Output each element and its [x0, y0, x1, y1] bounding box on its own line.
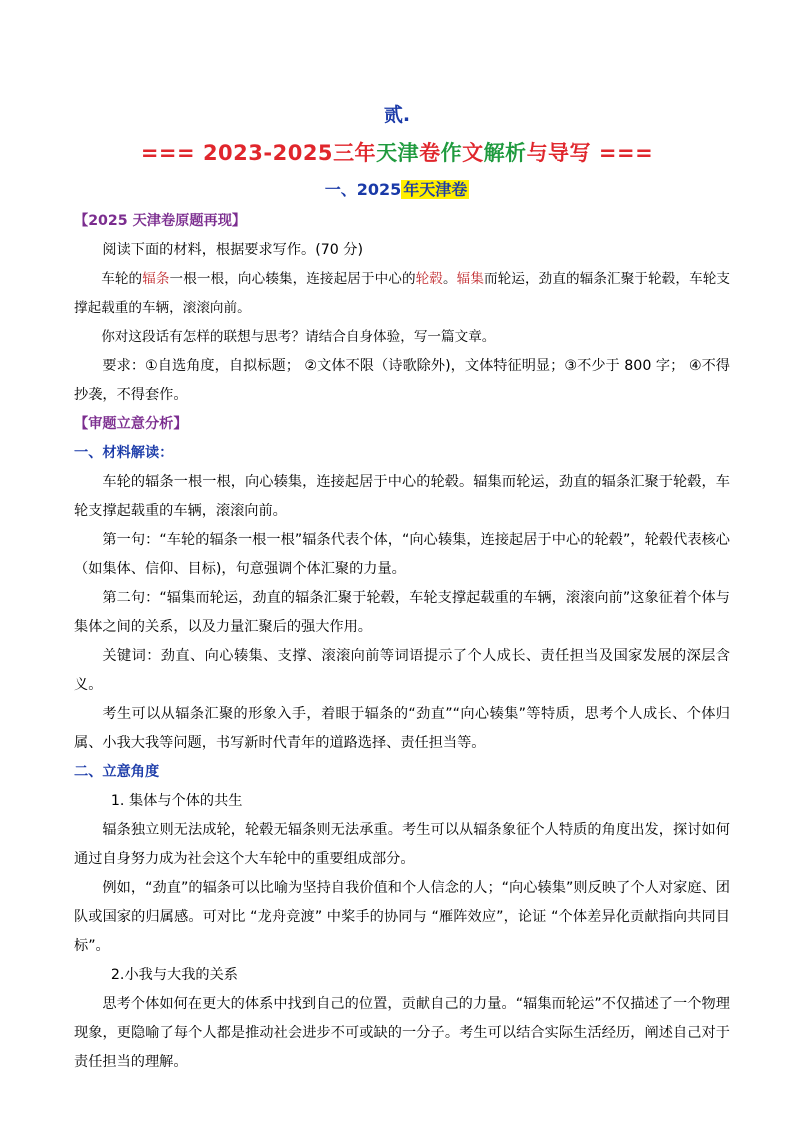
- analysis-paragraph: 辐条独立则无法成轮，轮毂无辐条则无法承重。考生可以从辐条象征个人特质的角度出发，探讨如何通过自身努力成为社会这个大车轮中的重要组成部分。: [74, 822, 730, 867]
- material-text: 。: [442, 271, 457, 287]
- analysis-paragraph: 车轮的辐条一根一根，向心辏集，连接起居于中心的轮毂。辐集而轮运，劲直的辐条汇聚于轮毂，车轮支撑起载重的车辆，滚滚向前。: [74, 474, 730, 519]
- title-seg4: 作: [440, 141, 463, 165]
- document-body: [74, 207, 730, 1077]
- subtitle-prefix: 一、2025: [324, 180, 402, 199]
- title-seg6: 解析: [483, 141, 527, 165]
- subtitle: [0, 177, 794, 200]
- subtitle-highlight: 年天津卷: [403, 180, 468, 199]
- analysis-paragraph: 例如，“劲直”的辐条可以比喻为坚持自我价值和个人信念的人；“向心辏集”则反映了个人对家庭、团队或国家的归属感。可对比 “龙舟竞渡” 中桨手的协同与 “雁阵效应”，论证 “个体差异化贡献指向共同目标”。: [74, 880, 730, 954]
- section-number: 贰.: [383, 104, 411, 126]
- section1-title: 一、材料解读：: [74, 445, 174, 461]
- subsection-title: 2.小我与大我的关系: [110, 967, 238, 983]
- title-close-marks: ===: [598, 141, 654, 165]
- keyword-spoke: 辐条: [142, 271, 170, 287]
- title-seg1: 三年: [333, 141, 377, 165]
- material-text: 而轮运，劲直的辐条汇聚于轮毂，车轮支撑起载重的车辆，滚滚向前。: [74, 271, 731, 316]
- title-seg7: 与导写: [526, 141, 592, 165]
- material-text: 一根一根，向心辏集，连接起居于中心的: [169, 271, 416, 287]
- keyword-gather: 辐集: [456, 271, 484, 287]
- analysis-paragraph: 关键词：劲直、向心辏集、支撑、滚滚向前等词语提示了个人成长、责任担当及国家发展的深层含义。: [74, 648, 730, 693]
- title-open-marks: ===: [140, 141, 196, 165]
- keyword-hub: 轮毂: [415, 271, 443, 287]
- instruction-text: 阅读下面的材料，根据要求写作。(70 分): [102, 242, 364, 258]
- requirements-text: 要求：①自选角度，自拟标题； ②文体不限（诗歌除外)，文体特征明显；③不少于 800 字； ④不得抄袭，不得套作。: [74, 358, 730, 403]
- material-paragraph: [74, 265, 730, 323]
- material-text: 车轮的: [101, 271, 143, 287]
- title-seg5: 文: [462, 141, 484, 165]
- analysis-paragraph: 第二句：“辐集而轮运，劲直的辐条汇聚于轮毂，车轮支撑起载重的车辆，滚滚向前”这象征着个体与集体之间的关系，以及力量汇聚后的强大作用。: [74, 590, 730, 635]
- original-heading: 【2025 天津卷原题再现】: [74, 213, 247, 229]
- analysis-paragraph: 考生可以从辐条汇聚的形象入手，着眼于辐条的“劲直”“向心辏集”等特质，思考个人成长、个体归属、小我大我等问题，书写新时代青年的道路选择、责任担当等。: [74, 706, 730, 751]
- analysis-paragraph: 第一句：“车轮的辐条一根一根”辐条代表个体，“向心辏集，连接起居于中心的轮毂”，轮毂代表核心（如集体、信仰、目标)，句意强调个体汇聚的力量。: [74, 532, 730, 577]
- title-years: 2023-2025: [202, 141, 334, 165]
- analysis-heading: 【审题立意分析】: [74, 416, 188, 432]
- title-seg3: 卷: [419, 141, 441, 165]
- section2-title: 二、立意角度: [74, 764, 160, 780]
- page-title: [0, 137, 794, 167]
- question-text: 你对这段话有怎样的联想与思考？请结合自身体验，写一篇文章。: [101, 329, 496, 345]
- title-seg2: 天津: [376, 141, 420, 165]
- subsection-title: 1. 集体与个体的共生: [110, 793, 243, 809]
- analysis-paragraph: 思考个体如何在更大的体系中找到自己的位置，贡献自己的力量。“辐集而轮运”不仅描述了一个物理现象，更隐喻了每个人都是推动社会进步不可或缺的一分子。考生可以结合实际生活经历，阐述自己对于责任担当的理解。: [74, 996, 730, 1070]
